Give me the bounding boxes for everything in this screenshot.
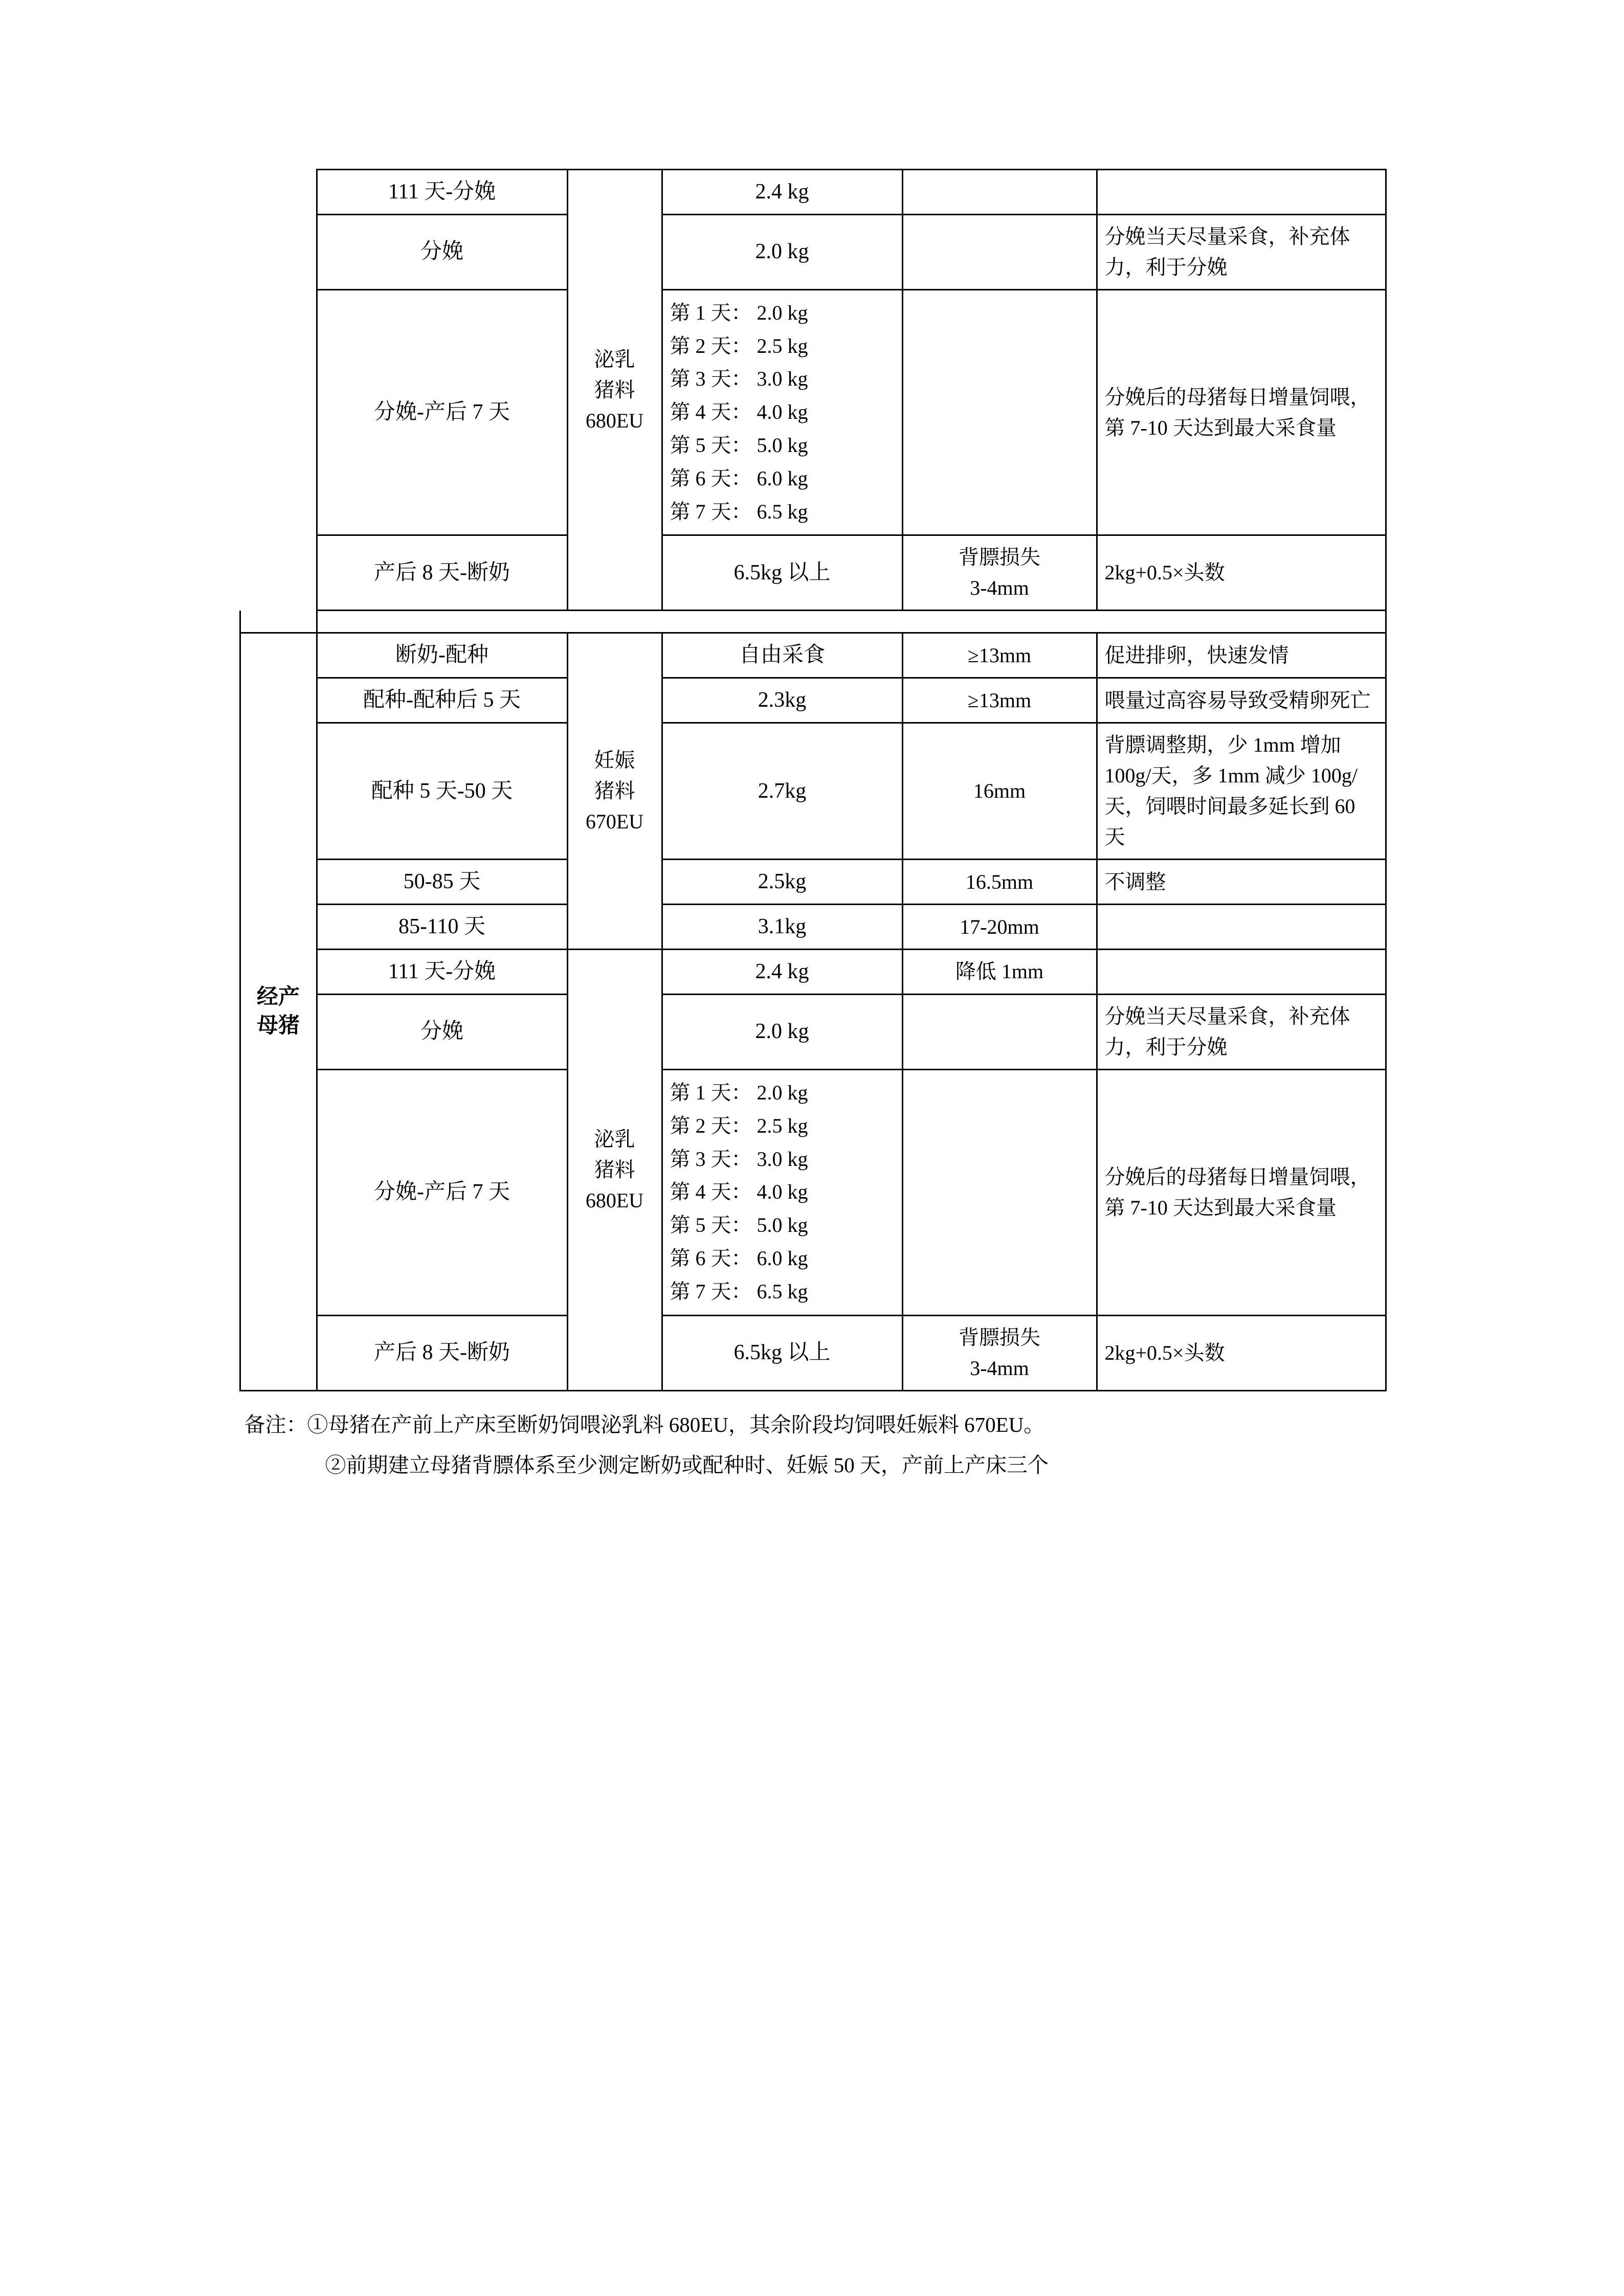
period-cell: 分娩-产后 7 天 bbox=[317, 1069, 567, 1315]
amount-cell: 2.7kg bbox=[662, 723, 902, 860]
period-cell: 111 天-分娩 bbox=[317, 170, 567, 215]
feed-line-2: 猪料 bbox=[594, 1158, 635, 1181]
table-row bbox=[240, 1315, 1386, 1390]
note-marker-1: ① bbox=[307, 1412, 328, 1436]
divider-cell bbox=[317, 611, 1386, 633]
notes-section bbox=[239, 1405, 1385, 1487]
note-cell: 喂量过高容易导致受精卵死亡 bbox=[1097, 678, 1386, 723]
daily-amount-item: 第 5 天： 5.0 kg bbox=[670, 1213, 808, 1237]
note-text-1: 母猪在产前上产床至断奶饲喂泌乳料 680EU，其余阶段均饲喂妊娠料 670EU。 bbox=[328, 1412, 1045, 1436]
backfat-cell bbox=[902, 214, 1097, 289]
table-row bbox=[240, 860, 1386, 905]
period-cell: 50-85 天 bbox=[317, 860, 567, 905]
backfat-cell: ≥13mm bbox=[902, 633, 1097, 678]
note-marker-2: ② bbox=[325, 1453, 346, 1477]
note-text-2: 前期建立母猪背膘体系至少测定断奶或配种时、妊娠 50 天，产前上产床三个 bbox=[346, 1453, 1049, 1477]
table-row bbox=[240, 170, 1386, 215]
backfat-cell: ≥13mm bbox=[902, 678, 1097, 723]
daily-amount-item: 第 3 天： 3.0 kg bbox=[670, 1147, 808, 1170]
feed-cell-gestation bbox=[567, 633, 662, 950]
period-cell: 85-110 天 bbox=[317, 905, 567, 950]
daily-amount-item: 第 4 天： 4.0 kg bbox=[670, 400, 808, 424]
table-row bbox=[240, 633, 1386, 678]
daily-amount-item: 第 2 天： 2.5 kg bbox=[670, 1114, 808, 1137]
note-cell: 2kg+0.5×头数 bbox=[1097, 1315, 1386, 1390]
backfat-cell: 17-20mm bbox=[902, 905, 1097, 950]
note-cell: 分娩后的母猪每日增量饲喂，第 7-10 天达到最大采食量 bbox=[1097, 1069, 1386, 1315]
stage-line-1: 经产 bbox=[256, 985, 300, 1009]
divider-cell bbox=[240, 611, 317, 633]
period-cell: 配种-配种后 5 天 bbox=[317, 678, 567, 723]
table-divider-row bbox=[240, 611, 1386, 633]
table-row bbox=[240, 950, 1386, 995]
note-cell: 分娩当天尽量采食，补充体力，利于分娩 bbox=[1097, 214, 1386, 289]
backfat-cell: 背膘损失 3-4mm bbox=[902, 535, 1097, 611]
feed-line-3: 680EU bbox=[585, 409, 644, 432]
amount-cell: 2.4 kg bbox=[662, 950, 902, 995]
period-cell: 产后 8 天-断奶 bbox=[317, 1315, 567, 1390]
period-cell: 111 天-分娩 bbox=[317, 950, 567, 995]
backfat-cell bbox=[902, 1069, 1097, 1315]
amount-cell: 自由采食 bbox=[662, 633, 902, 678]
daily-amount-item: 第 6 天： 6.0 kg bbox=[670, 1246, 808, 1270]
daily-amount-item: 第 1 天： 2.0 kg bbox=[670, 1081, 808, 1104]
table-row bbox=[240, 1069, 1386, 1315]
table-row bbox=[240, 905, 1386, 950]
note-cell bbox=[1097, 905, 1386, 950]
backfat-cell bbox=[902, 170, 1097, 215]
note-line-1 bbox=[239, 1405, 1385, 1446]
feed-cell-lactation bbox=[567, 950, 662, 1390]
daily-amount-item: 第 1 天： 2.0 kg bbox=[670, 301, 808, 324]
amount-cell: 6.5kg 以上 bbox=[662, 1315, 902, 1390]
note-cell: 分娩当天尽量采食，补充体力，利于分娩 bbox=[1097, 994, 1386, 1069]
note-cell bbox=[1097, 170, 1386, 215]
backfat-cell: 16mm bbox=[902, 723, 1097, 860]
amount-cell: 2.0 kg bbox=[662, 214, 902, 289]
period-cell: 分娩 bbox=[317, 994, 567, 1069]
table-row bbox=[240, 723, 1386, 860]
stage-cell-empty bbox=[240, 170, 317, 611]
daily-amount-item: 第 7 天： 6.5 kg bbox=[670, 500, 808, 523]
amount-cell: 2.3kg bbox=[662, 678, 902, 723]
table-row bbox=[240, 994, 1386, 1069]
daily-amount-item: 第 7 天： 6.5 kg bbox=[670, 1279, 808, 1303]
daily-amount-item: 第 3 天： 3.0 kg bbox=[670, 367, 808, 391]
backfat-cell: 16.5mm bbox=[902, 860, 1097, 905]
period-cell: 产后 8 天-断奶 bbox=[317, 535, 567, 611]
amount-cell: 2.5kg bbox=[662, 860, 902, 905]
note-cell: 促进排卵，快速发情 bbox=[1097, 633, 1386, 678]
backfat-cell: 降低 1mm bbox=[902, 950, 1097, 995]
daily-amount-item: 第 2 天： 2.5 kg bbox=[670, 334, 808, 357]
daily-amount-item: 第 6 天： 6.0 kg bbox=[670, 466, 808, 490]
feeding-program-table bbox=[239, 169, 1387, 1391]
amount-cell: 3.1kg bbox=[662, 905, 902, 950]
stage-line-2: 母猪 bbox=[256, 1014, 300, 1038]
note-cell: 不调整 bbox=[1097, 860, 1386, 905]
feed-line-1: 泌乳 bbox=[594, 347, 635, 371]
feed-line-3: 680EU bbox=[585, 1188, 644, 1212]
feed-line-1: 妊娠 bbox=[594, 749, 635, 772]
backfat-cell: 背膘损失 3-4mm bbox=[902, 1315, 1097, 1390]
feed-line-2: 猪料 bbox=[594, 779, 635, 803]
period-cell: 配种 5 天-50 天 bbox=[317, 723, 567, 860]
amount-cell: 2.4 kg bbox=[662, 170, 902, 215]
feed-line-1: 泌乳 bbox=[594, 1127, 635, 1151]
daily-amount-item: 第 4 天： 4.0 kg bbox=[670, 1180, 808, 1204]
table-row bbox=[240, 289, 1386, 535]
table-row bbox=[240, 535, 1386, 611]
document-body bbox=[239, 169, 1385, 1486]
notes-label: 备注： bbox=[244, 1412, 307, 1436]
feed-cell-lactation bbox=[567, 170, 662, 611]
feed-line-3: 670EU bbox=[585, 810, 644, 834]
amount-cell: 6.5kg 以上 bbox=[662, 535, 902, 611]
period-cell: 断奶-配种 bbox=[317, 633, 567, 678]
daily-amount-item: 第 5 天： 5.0 kg bbox=[670, 434, 808, 457]
period-cell: 分娩-产后 7 天 bbox=[317, 289, 567, 535]
amount-daily-list bbox=[662, 289, 902, 535]
feed-line-2: 猪料 bbox=[594, 378, 635, 401]
backfat-cell bbox=[902, 994, 1097, 1069]
note-cell: 2kg+0.5×头数 bbox=[1097, 535, 1386, 611]
amount-daily-list bbox=[662, 1069, 902, 1315]
table-row bbox=[240, 678, 1386, 723]
backfat-cell bbox=[902, 289, 1097, 535]
period-cell: 分娩 bbox=[317, 214, 567, 289]
note-cell: 分娩后的母猪每日增量饲喂，第 7-10 天达到最大采食量 bbox=[1097, 289, 1386, 535]
note-line-2 bbox=[239, 1445, 1385, 1486]
note-cell: 背膘调整期，少 1mm 增加 100g/天，多 1mm 减少 100g/天，饲喂时间最多延长到 60 天 bbox=[1097, 723, 1386, 860]
note-cell bbox=[1097, 950, 1386, 995]
table-row bbox=[240, 214, 1386, 289]
stage-cell-sow bbox=[240, 633, 317, 1390]
amount-cell: 2.0 kg bbox=[662, 994, 902, 1069]
